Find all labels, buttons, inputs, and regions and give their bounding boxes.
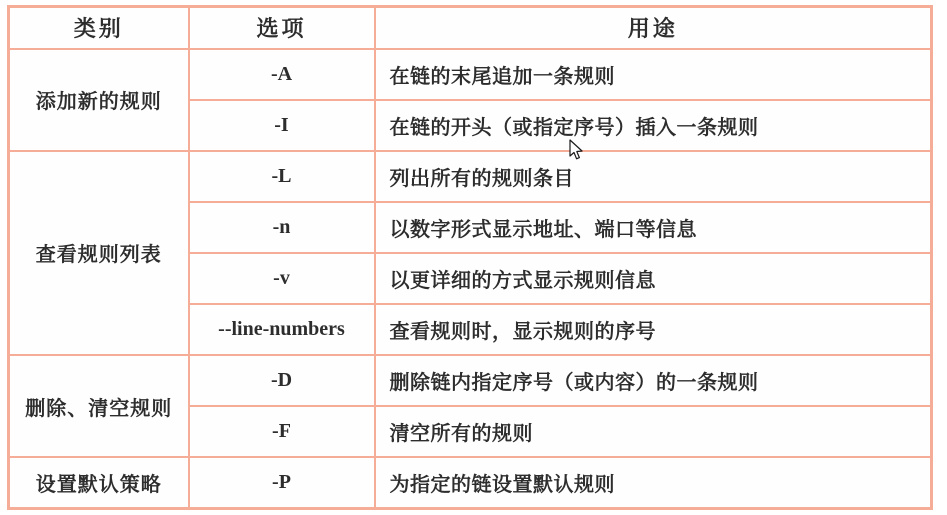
iptables-options-table: [7, 5, 933, 510]
usage-cell: 查看规则时，显示规则的序号: [375, 304, 932, 355]
header-usage: 用途: [375, 7, 932, 49]
usage-cell: 以更详细的方式显示规则信息: [375, 253, 932, 304]
category-cell-delete-rules: 删除、清空规则: [9, 355, 189, 457]
option-cell: -A: [189, 49, 375, 100]
usage-cell: 为指定的链设置默认规则: [375, 457, 932, 508]
usage-cell: 以数字形式显示地址、端口等信息: [375, 202, 932, 253]
table-row: [9, 355, 932, 406]
table-row: [9, 457, 932, 508]
option-cell: --line-numbers: [189, 304, 375, 355]
category-cell-default-policy: 设置默认策略: [9, 457, 189, 508]
option-cell: -n: [189, 202, 375, 253]
usage-cell: 在链的开头（或指定序号）插入一条规则: [375, 100, 932, 151]
option-cell: -D: [189, 355, 375, 406]
option-cell: -I: [189, 100, 375, 151]
table-row: [9, 49, 932, 100]
usage-cell: 清空所有的规则: [375, 406, 932, 457]
usage-cell: 在链的末尾追加一条规则: [375, 49, 932, 100]
table-header-row: [9, 7, 932, 49]
usage-cell: 删除链内指定序号（或内容）的一条规则: [375, 355, 932, 406]
option-cell: -v: [189, 253, 375, 304]
usage-cell: 列出所有的规则条目: [375, 151, 932, 202]
table-row: [9, 151, 932, 202]
header-option: 选项: [189, 7, 375, 49]
option-cell: -L: [189, 151, 375, 202]
option-cell: -F: [189, 406, 375, 457]
category-cell-add-rules: 添加新的规则: [9, 49, 189, 151]
category-cell-view-rules: 查看规则列表: [9, 151, 189, 355]
header-category: 类别: [9, 7, 189, 49]
option-cell: -P: [189, 457, 375, 508]
